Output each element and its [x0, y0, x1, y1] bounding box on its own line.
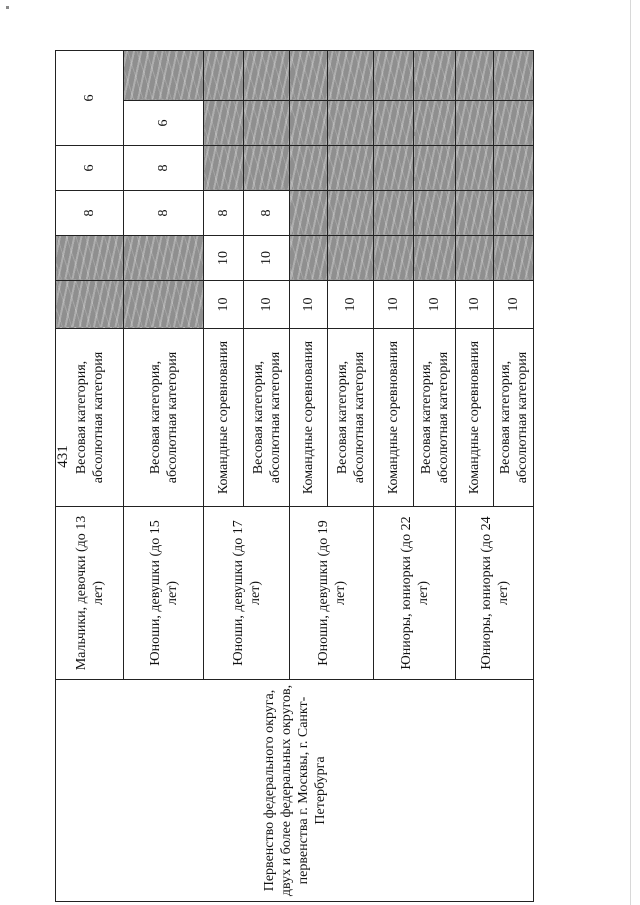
age-group-text: Юноши, девушки (до 17 лет): [230, 520, 263, 666]
discipline-text: Командные соревнования: [216, 340, 231, 495]
value-cell: 10: [456, 281, 494, 329]
scan-speck: [6, 6, 9, 9]
shaded-cell: [124, 236, 204, 281]
shaded-cell: [414, 146, 456, 191]
shaded-cell: [456, 236, 494, 281]
shaded-cell: [494, 101, 534, 146]
shaded-cell: [328, 146, 374, 191]
discipline-text: Командные соревнования: [467, 340, 482, 495]
shaded-cell: [374, 51, 414, 101]
discipline-cell: [374, 329, 414, 507]
shaded-cell: [204, 51, 244, 101]
shaded-cell: [456, 146, 494, 191]
sports-standards-table: [55, 50, 534, 902]
age-group-cell: [456, 507, 534, 680]
value-cell: 8: [124, 191, 204, 236]
discipline-text: Весовая категория, абсолютная категория: [418, 351, 451, 484]
value-cell: 10: [204, 236, 244, 281]
shaded-cell: [414, 51, 456, 101]
value-cell: 8: [244, 191, 290, 236]
shaded-cell: [328, 51, 374, 101]
shaded-cell: [204, 101, 244, 146]
discipline-cell: [124, 329, 204, 507]
age-group-text: Юноши, девушки (до 15 лет): [147, 520, 180, 666]
discipline-cell: [56, 329, 124, 507]
age-group-cell: [204, 507, 290, 680]
shaded-cell: [374, 101, 414, 146]
shaded-cell: [56, 236, 124, 281]
value-cell: 6: [124, 101, 204, 146]
shaded-cell: [494, 236, 534, 281]
value-cell: 10: [244, 281, 290, 329]
age-group-cell: [374, 507, 456, 680]
table-body: [56, 51, 534, 902]
shaded-cell: [204, 146, 244, 191]
shaded-cell: [124, 51, 204, 101]
age-group-cell: [56, 507, 124, 680]
shaded-cell: [124, 281, 204, 329]
value-cell: 10: [414, 281, 456, 329]
shaded-cell: [290, 146, 328, 191]
discipline-text: Весовая категория, абсолютная категория: [334, 351, 367, 484]
discipline-cell: [290, 329, 328, 507]
discipline-cell: [204, 329, 244, 507]
value-cell: 6: [56, 146, 124, 191]
shaded-cell: [494, 191, 534, 236]
discipline-cell: [414, 329, 456, 507]
age-group-cell: [290, 507, 374, 680]
age-group-cell: [124, 507, 204, 680]
table-row: [56, 51, 124, 902]
value-cell: 10: [204, 281, 244, 329]
shaded-cell: [414, 191, 456, 236]
discipline-text: Командные соревнования: [386, 340, 401, 495]
rotated-table-wrapper: [55, 51, 533, 902]
shaded-cell: [494, 146, 534, 191]
age-group-text: Мальчики, девочки (до 13 лет): [73, 515, 106, 671]
age-group-text: Юниоры, юниорки (до 22 лет): [398, 516, 431, 670]
shaded-cell: [328, 236, 374, 281]
scan-edge: [630, 0, 631, 905]
discipline-text: Весовая категория, абсолютная категория: [73, 351, 106, 484]
discipline-cell: [494, 329, 534, 507]
shaded-cell: [290, 236, 328, 281]
event-text: Первенство федерального округа, двух и более федеральных округов, первенства г. Москвы, г. Санкт-Петербурга: [261, 684, 328, 897]
value-cell: 8: [204, 191, 244, 236]
shaded-cell: [456, 101, 494, 146]
value-cell: 8: [56, 191, 124, 236]
discipline-cell: [328, 329, 374, 507]
shaded-cell: [494, 51, 534, 101]
shaded-cell: [290, 191, 328, 236]
shaded-cell: [244, 51, 290, 101]
discipline-text: Весовая категория, абсолютная категория: [497, 351, 530, 484]
shaded-cell: [414, 236, 456, 281]
discipline-text: Весовая категория, абсолютная категория: [250, 351, 283, 484]
page-number: 431: [54, 445, 71, 468]
value-cell: 10: [494, 281, 534, 329]
shaded-cell: [290, 51, 328, 101]
age-group-text: Юноши, девушки (до 19 лет): [315, 520, 348, 666]
discipline-cell: [244, 329, 290, 507]
event-cell: [56, 680, 534, 902]
value-cell: 10: [290, 281, 328, 329]
shaded-cell: [374, 236, 414, 281]
shaded-cell: [244, 146, 290, 191]
discipline-cell: [456, 329, 494, 507]
shaded-cell: [456, 51, 494, 101]
value-cell: 6: [56, 51, 124, 146]
discipline-text: Весовая категория, абсолютная категория: [147, 351, 180, 484]
discipline-text: Командные соревнования: [301, 340, 316, 495]
value-cell: 10: [374, 281, 414, 329]
value-cell: 10: [244, 236, 290, 281]
age-group-text: Юниоры, юниорки (до 24 лет): [478, 516, 511, 670]
shaded-cell: [374, 146, 414, 191]
shaded-cell: [244, 101, 290, 146]
shaded-cell: [56, 281, 124, 329]
shaded-cell: [374, 191, 414, 236]
value-cell: 8: [124, 146, 204, 191]
shaded-cell: [328, 101, 374, 146]
shaded-cell: [456, 191, 494, 236]
shaded-cell: [290, 101, 328, 146]
shaded-cell: [328, 191, 374, 236]
value-cell: 10: [328, 281, 374, 329]
shaded-cell: [414, 101, 456, 146]
